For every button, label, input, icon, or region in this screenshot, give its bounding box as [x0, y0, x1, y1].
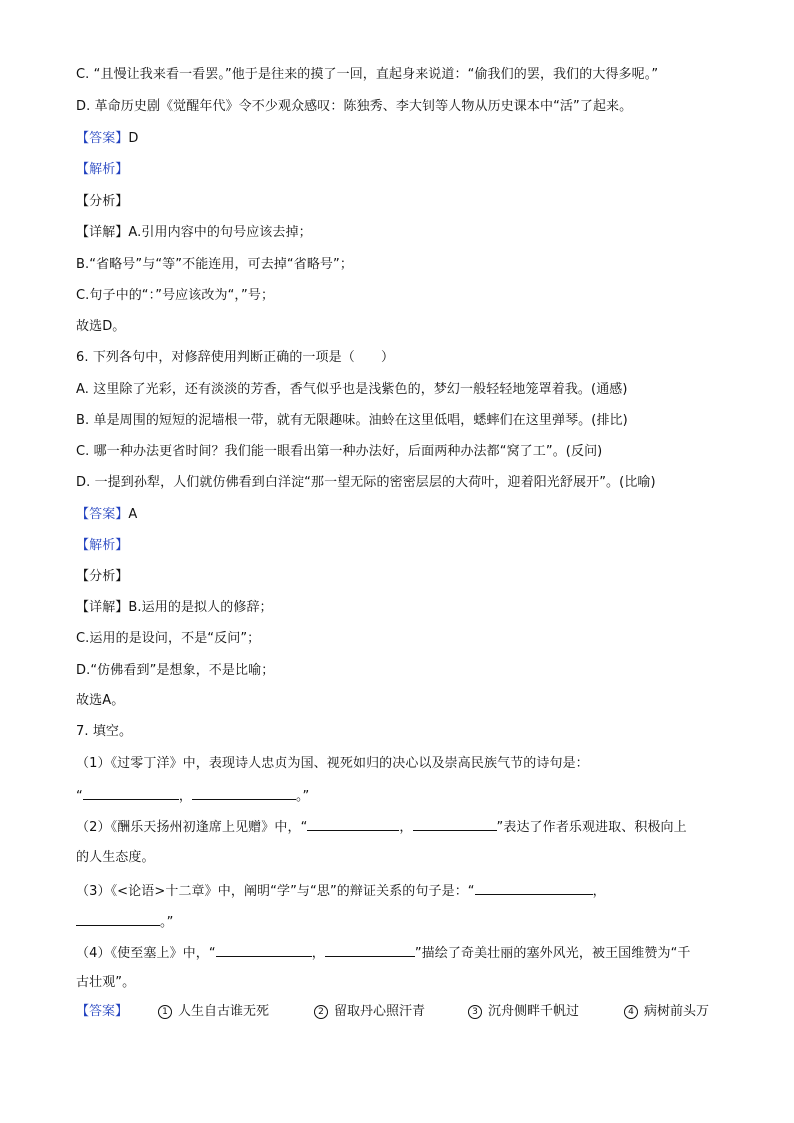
detail-tag: 【详解】: [76, 225, 129, 240]
circled-number: 1: [158, 1005, 172, 1019]
comma: ，: [311, 946, 325, 961]
q6-answer: [76, 506, 137, 524]
answer-text: 留取丹心照汗青: [334, 1004, 426, 1019]
prompt-text: （3）《<论语>十二章》中，阐明“学”与“思”的辩证关系的句子是：“: [76, 884, 475, 899]
q5-fenxi-tag: 【分析】: [76, 194, 129, 209]
fill-blank: [325, 943, 415, 957]
q7-2-prompt: [76, 817, 687, 837]
answer-item-3: [468, 1003, 579, 1021]
fill-blank: [413, 817, 497, 831]
answer-value: D: [128, 131, 139, 146]
q7-3-blanks: [76, 912, 173, 932]
fill-blank: [216, 943, 312, 957]
answer-value: A: [128, 507, 138, 522]
detail-text: A.引用内容中的句号应该去掉；: [128, 225, 312, 240]
fill-blank: [192, 786, 296, 800]
q7-1-blanks: [76, 786, 309, 806]
detail-text: B.运用的是拟人的修辞；: [128, 600, 273, 615]
quote-open: “: [76, 789, 83, 804]
answer-text: 病树前头万: [644, 1004, 710, 1019]
q7-4-continued: 古壮观”。: [76, 975, 136, 990]
fill-blank: [475, 881, 593, 895]
q6-detail-b: [76, 599, 273, 617]
prompt-text: （2）《酬乐天扬州初逢席上见赠》中，“: [76, 820, 308, 835]
q6-conclusion: 故选A。: [76, 693, 125, 708]
answer-tag: 【答案】: [76, 131, 129, 146]
quote-close: 。”: [295, 789, 310, 804]
quote-close: 。”: [160, 915, 174, 930]
answer-tag: 【答案】: [76, 1004, 129, 1019]
q6-option-c: C. 哪一种办法更省时间？我们能一眼看出第一种办法好，后面两种办法都“窝了工”。(反问): [76, 444, 603, 459]
q5-detail-c: C.句子中的“：”号应该改为“，”号；: [76, 288, 275, 303]
q6-stem: 6. 下列各句中，对修辞使用判断正确的一项是（ ）: [76, 350, 395, 365]
circled-number: 3: [468, 1005, 482, 1019]
comma: ，: [178, 789, 192, 804]
q6-option-b: B. 单是周围的短短的泥墙根一带，就有无限趣味。油蛉在这里低唱，蟋蟀们在这里弹琴。(排比): [76, 413, 628, 428]
circled-number: 4: [624, 1005, 638, 1019]
q7-2-continued: 的人生态度。: [76, 850, 155, 865]
answer-item-2: [314, 1003, 425, 1021]
circled-number: 2: [314, 1005, 328, 1019]
q6-detail-d: D.“仿佛看到”是想象，不是比喻；: [76, 663, 275, 678]
q7-1-prompt: （1）《过零丁洋》中，表现诗人忠贞为国、视死如归的决心以及崇高民族气节的诗句是：: [76, 756, 589, 771]
prompt-text: ”描绘了奇美壮丽的塞外风光，被王国维赞为“千: [414, 946, 691, 961]
q7-4-prompt: [76, 943, 691, 963]
comma: ，: [592, 884, 606, 899]
answer-item-1: [158, 1003, 269, 1021]
q5-detail-a: [76, 224, 312, 242]
answer-tag: 【答案】: [76, 507, 129, 522]
comma: ，: [399, 820, 413, 835]
fill-blank: [307, 817, 399, 831]
q7-3-prompt: [76, 881, 606, 901]
q6-detail-c: C.运用的是设问，不是“反问”；: [76, 631, 261, 646]
q6-option-a: A. 这里除了光彩，还有淡淡的芳香，香气似乎也是浅紫色的，梦幻一般轻轻地笼罩着我。(通感): [76, 382, 628, 397]
q6-fenxi-tag: 【分析】: [76, 569, 129, 584]
q7-stem: 7. 填空。: [76, 724, 133, 739]
prompt-text: ”表达了作者乐观进取、积极向上: [496, 820, 687, 835]
answer-item-4: [624, 1003, 709, 1021]
detail-tag: 【详解】: [76, 600, 129, 615]
q5-jiexi-tag: 【解析】: [76, 162, 129, 177]
answer-text: 人生自古谁无死: [178, 1004, 270, 1019]
q5-conclusion: 故选D。: [76, 319, 126, 334]
answer-text: 沉舟侧畔千帆过: [488, 1004, 580, 1019]
prompt-text: （4）《使至塞上》中，“: [76, 946, 216, 961]
q5-answer: [76, 130, 139, 148]
fill-blank: [76, 912, 160, 926]
fill-blank: [83, 786, 179, 800]
q5-option-d: D. 革命历史剧《觉醒年代》令不少观众感叹：陈独秀、李大钊等人物从历史课本中“活”了起来。: [76, 99, 633, 114]
q5-detail-b: B.“省略号”与“等”不能连用，可去掉“省略号”；: [76, 257, 353, 272]
q5-option-c: C. “且慢让我来看一看罢。”他于是往来的摸了一回，直起身来说道：“偷我们的罢，我们的大得多呢。”: [76, 67, 659, 82]
q6-jiexi-tag: 【解析】: [76, 538, 129, 553]
q6-option-d: D. 一提到孙犁，人们就仿佛看到白洋淀“那一望无际的密密层层的大荷叶，迎着阳光舒展开”。(比喻): [76, 475, 656, 490]
